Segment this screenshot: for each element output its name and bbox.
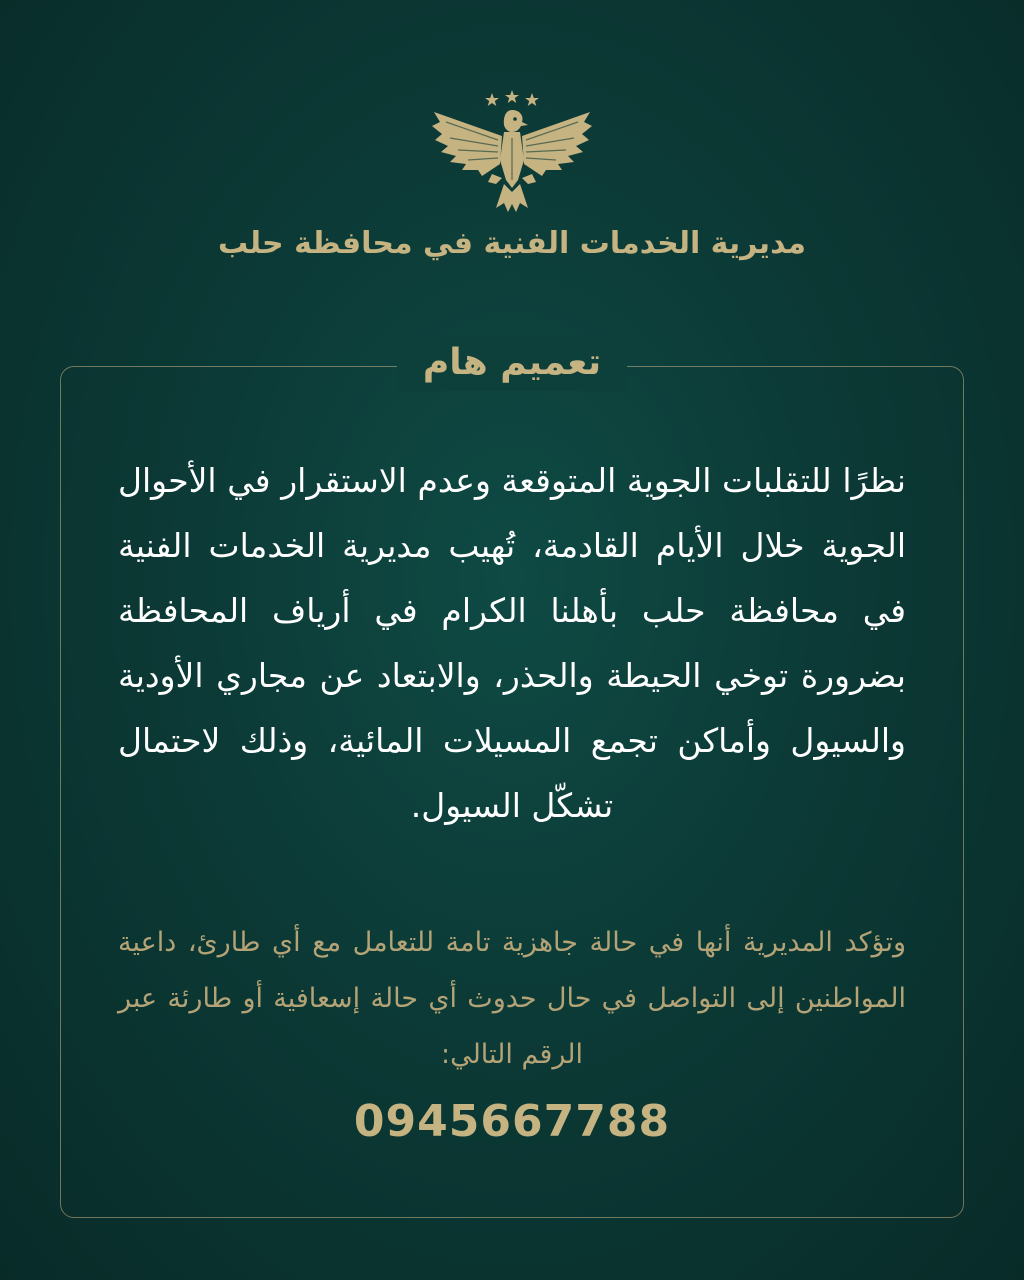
organization-name: مديرية الخدمات الفنية في محافظة حلب <box>218 226 806 261</box>
phone-number[interactable]: 0945667788 <box>353 1096 671 1147</box>
notice-title <box>0 335 1024 391</box>
contact-instructions: وتؤكد المديرية أنها في حالة جاهزية تامة للتعامل مع أي طارئ، داعية المواطنين إلى التواصل في حال حدوث أي حالة إسعافية أو طارئة عبر الرقم التالي: <box>118 927 906 1070</box>
eagle-emblem-icon <box>432 88 592 213</box>
notice-title-text: تعميم هام <box>397 335 627 391</box>
notice-body: نظرًا للتقلبات الجوية المتوقعة وعدم الاستقرار في الأحوال الجوية خلال الأيام القادمة، تُهيب مديرية الخدمات الفنية في محافظة حلب بأهلنا الكرام في أرياف المحافظة بضرورة توخي الحيطة والحذر، والابتعاد عن مجاري الأودية والسيول وأماكن تجمع المسيلات المائية، وذلك لاحتمال تشكّل السيول. <box>118 461 906 825</box>
